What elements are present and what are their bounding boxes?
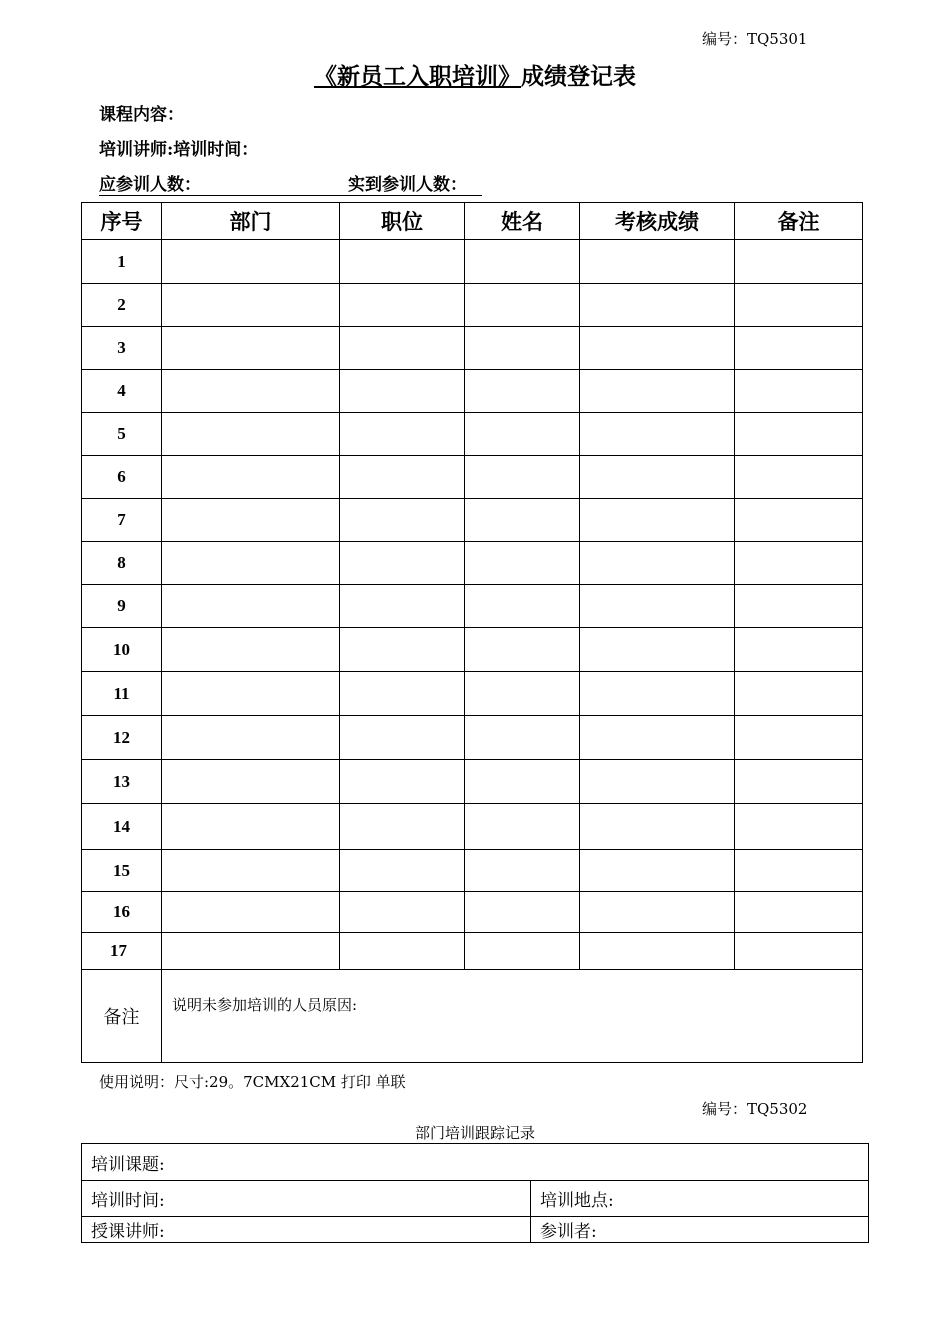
department-cell[interactable] xyxy=(162,850,340,892)
table-row xyxy=(82,933,863,970)
department-cell[interactable] xyxy=(162,240,340,284)
course-content-label: 课程内容： xyxy=(99,105,184,125)
row-number: 7 xyxy=(82,499,162,542)
department-cell[interactable] xyxy=(162,456,340,499)
score-cell[interactable] xyxy=(580,499,735,542)
table-row xyxy=(82,760,863,804)
table-row xyxy=(82,585,863,628)
table-row xyxy=(82,456,863,499)
name-cell[interactable] xyxy=(465,850,580,892)
score-cell[interactable] xyxy=(580,850,735,892)
title-course-name: 《新员工入职培训》 xyxy=(314,63,521,90)
department-cell[interactable] xyxy=(162,585,340,628)
page-title xyxy=(0,58,950,91)
tracking-row xyxy=(82,1181,869,1217)
topic-label: 培训课题: xyxy=(91,1154,165,1175)
department-cell[interactable] xyxy=(162,327,340,370)
score-cell[interactable] xyxy=(580,327,735,370)
score-cell[interactable] xyxy=(580,456,735,499)
table-row xyxy=(82,284,863,327)
table-row xyxy=(82,542,863,585)
score-cell[interactable] xyxy=(580,628,735,672)
remark-cell[interactable] xyxy=(735,628,863,672)
position-cell[interactable] xyxy=(340,240,465,284)
score-cell[interactable] xyxy=(580,370,735,413)
header-position: 职位 xyxy=(340,203,465,240)
actual-count-label: 实到参训人数： xyxy=(348,175,467,195)
name-cell[interactable] xyxy=(465,760,580,804)
row-number: 16 xyxy=(82,892,162,933)
name-cell[interactable] xyxy=(465,240,580,284)
table-row xyxy=(82,413,863,456)
position-cell[interactable] xyxy=(340,850,465,892)
department-cell[interactable] xyxy=(162,499,340,542)
name-cell[interactable] xyxy=(465,413,580,456)
score-cell[interactable] xyxy=(580,240,735,284)
position-cell[interactable] xyxy=(340,284,465,327)
remark-cell[interactable] xyxy=(735,804,863,850)
remark-cell[interactable] xyxy=(735,499,863,542)
expected-count-field[interactable] xyxy=(99,170,348,196)
table-row xyxy=(82,327,863,370)
name-cell[interactable] xyxy=(465,456,580,499)
row-number: 6 xyxy=(82,456,162,499)
title-rest: 成绩登记表 xyxy=(521,63,636,90)
remark-cell[interactable] xyxy=(735,456,863,499)
score-cell[interactable] xyxy=(580,284,735,327)
name-cell[interactable] xyxy=(465,499,580,542)
table-row xyxy=(82,716,863,760)
department-cell[interactable] xyxy=(162,542,340,585)
position-cell[interactable] xyxy=(340,672,465,716)
row-number: 13 xyxy=(82,760,162,804)
remark-cell[interactable] xyxy=(735,672,863,716)
position-cell[interactable] xyxy=(340,760,465,804)
row-number: 8 xyxy=(82,542,162,585)
place-field[interactable] xyxy=(531,1181,869,1217)
remark-row xyxy=(82,970,863,1063)
remark-field[interactable] xyxy=(162,970,863,1063)
department-cell[interactable] xyxy=(162,628,340,672)
department-cell[interactable] xyxy=(162,370,340,413)
row-number: 10 xyxy=(82,628,162,672)
position-cell[interactable] xyxy=(340,456,465,499)
name-cell[interactable] xyxy=(465,327,580,370)
tracking-row xyxy=(82,1144,869,1181)
header-department: 部门 xyxy=(162,203,340,240)
name-cell[interactable] xyxy=(465,542,580,585)
position-cell[interactable] xyxy=(340,892,465,933)
department-cell[interactable] xyxy=(162,672,340,716)
lecturer-label: 授课讲师: xyxy=(91,1222,165,1242)
table-row xyxy=(82,850,863,892)
form-code: 编号：TQ5301 xyxy=(702,30,808,48)
lecturer-field[interactable] xyxy=(82,1217,531,1243)
participants-field[interactable] xyxy=(531,1217,869,1243)
remark-cell[interactable] xyxy=(735,850,863,892)
position-cell[interactable] xyxy=(340,327,465,370)
row-number: 9 xyxy=(82,585,162,628)
score-cell[interactable] xyxy=(580,892,735,933)
department-cell[interactable] xyxy=(162,760,340,804)
form2-title: 部门培训跟踪记录 xyxy=(414,1124,535,1142)
topic-field[interactable] xyxy=(82,1144,869,1181)
actual-count-field[interactable] xyxy=(348,170,482,196)
table-row xyxy=(82,892,863,933)
row-number: 1 xyxy=(82,240,162,284)
tracking-row xyxy=(82,1217,869,1243)
remark-text: 说明未参加培训的人员原因: xyxy=(172,996,358,1014)
score-cell[interactable] xyxy=(580,716,735,760)
position-cell[interactable] xyxy=(340,542,465,585)
tracking-table xyxy=(81,1143,869,1243)
department-cell[interactable] xyxy=(162,804,340,850)
row-number: 4 xyxy=(82,370,162,413)
score-cell[interactable] xyxy=(580,585,735,628)
position-cell[interactable] xyxy=(340,804,465,850)
remark-cell[interactable] xyxy=(735,370,863,413)
name-cell[interactable] xyxy=(465,370,580,413)
table-row xyxy=(82,804,863,850)
header-score: 考核成绩 xyxy=(580,203,735,240)
time-field[interactable] xyxy=(82,1181,531,1217)
remark-cell[interactable] xyxy=(735,284,863,327)
score-cell[interactable] xyxy=(580,760,735,804)
score-table xyxy=(81,202,863,1063)
row-number: 3 xyxy=(82,327,162,370)
score-cell[interactable] xyxy=(580,542,735,585)
row-number: 2 xyxy=(82,284,162,327)
participants-label: 参训者: xyxy=(540,1222,597,1242)
attendance-line xyxy=(99,170,482,196)
remark-cell[interactable] xyxy=(735,327,863,370)
name-cell[interactable] xyxy=(465,672,580,716)
position-cell[interactable] xyxy=(340,585,465,628)
expected-count-label: 应参训人数： xyxy=(99,175,201,195)
remark-label: 备注 xyxy=(82,970,162,1063)
place-label: 培训地点: xyxy=(540,1191,614,1211)
table-header-row xyxy=(82,203,863,240)
remark-cell[interactable] xyxy=(735,413,863,456)
score-cell[interactable] xyxy=(580,804,735,850)
score-cell[interactable] xyxy=(580,413,735,456)
department-cell[interactable] xyxy=(162,284,340,327)
table-row xyxy=(82,672,863,716)
position-cell[interactable] xyxy=(340,716,465,760)
name-cell[interactable] xyxy=(465,804,580,850)
remark-cell[interactable] xyxy=(735,542,863,585)
score-cell[interactable] xyxy=(580,672,735,716)
header-remark: 备注 xyxy=(735,203,863,240)
position-cell[interactable] xyxy=(340,370,465,413)
department-cell[interactable] xyxy=(162,892,340,933)
time-label: 培训时间: xyxy=(91,1191,165,1211)
position-cell[interactable] xyxy=(340,413,465,456)
row-number: 12 xyxy=(82,716,162,760)
row-number: 11 xyxy=(82,672,162,716)
name-cell[interactable] xyxy=(465,716,580,760)
table-row xyxy=(82,499,863,542)
remark-cell[interactable] xyxy=(735,585,863,628)
score-cell[interactable] xyxy=(580,933,735,970)
position-cell[interactable] xyxy=(340,933,465,970)
header-seq: 序号 xyxy=(82,203,162,240)
name-cell[interactable] xyxy=(465,892,580,933)
row-number: 5 xyxy=(82,413,162,456)
row-number: 15 xyxy=(82,850,162,892)
department-cell[interactable] xyxy=(162,716,340,760)
remark-cell[interactable] xyxy=(735,760,863,804)
name-cell[interactable] xyxy=(465,933,580,970)
usage-note: 使用说明：尺寸:29。7CMX21CM 打印 单联 xyxy=(99,1073,406,1091)
row-number: 17 xyxy=(82,933,162,970)
trainer-time-label: 培训讲师:培训时间： xyxy=(99,140,259,160)
table-row xyxy=(82,628,863,672)
table-row xyxy=(82,370,863,413)
table-row xyxy=(82,240,863,284)
name-cell[interactable] xyxy=(465,284,580,327)
remark-cell[interactable] xyxy=(735,933,863,970)
position-cell[interactable] xyxy=(340,628,465,672)
department-cell[interactable] xyxy=(162,413,340,456)
form2-code: 编号：TQ5302 xyxy=(702,1100,808,1118)
name-cell[interactable] xyxy=(465,585,580,628)
name-cell[interactable] xyxy=(465,628,580,672)
remark-cell[interactable] xyxy=(735,240,863,284)
position-cell[interactable] xyxy=(340,499,465,542)
header-name: 姓名 xyxy=(465,203,580,240)
row-number: 14 xyxy=(82,804,162,850)
department-cell[interactable] xyxy=(162,933,340,970)
remark-cell[interactable] xyxy=(735,892,863,933)
remark-cell[interactable] xyxy=(735,716,863,760)
